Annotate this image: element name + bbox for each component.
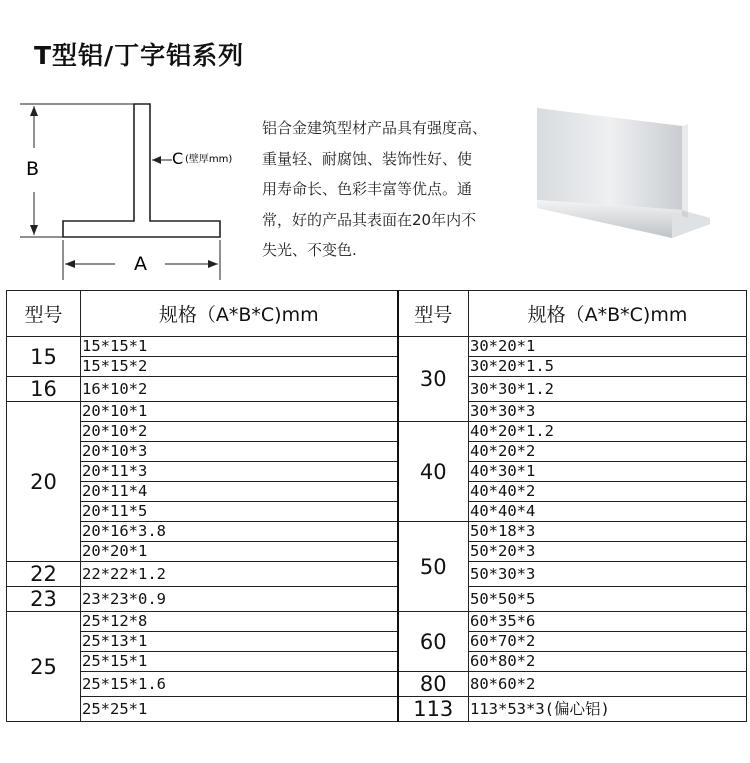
spec-cell: 23*23*0.9 [81,587,398,612]
table-row [7,377,747,402]
model-cell: 50 [398,522,469,612]
spec-cell: 20*10*2 [81,422,398,442]
table-row [7,482,747,502]
table-row [7,697,747,722]
table-row [7,357,747,377]
column-header-spec: 规格（A*B*C)mm [81,291,398,337]
t-profile-diagram [0,90,260,290]
table-row [7,632,747,652]
model-cell: 20 [7,402,81,562]
spec-cell: 20*10*1 [81,402,398,422]
spec-cell: 50*50*5 [469,587,747,612]
spec-cell: 20*11*4 [81,482,398,502]
spec-cell: 20*10*3 [81,442,398,462]
spec-cell: 20*16*3.8 [81,522,398,542]
spec-cell: 50*30*3 [469,562,747,587]
dim-label-b: B [26,158,40,180]
model-cell: 16 [7,377,81,402]
spec-cell: 50*18*3 [469,522,747,542]
table-row [7,587,747,612]
spec-cell: 15*15*1 [81,337,398,357]
table-row [7,422,747,442]
description-line: 用寿命长、色彩丰富等优点。通 [262,180,473,198]
dim-label-a: A [134,253,147,275]
spec-cell: 20*20*1 [81,542,398,562]
spec-cell: 16*10*2 [81,377,398,402]
column-header-model: 型号 [398,291,469,337]
table-row [7,462,747,482]
model-cell: 113 [398,697,469,722]
spec-cell: 25*25*1 [81,697,398,722]
model-cell: 30 [398,337,469,422]
spec-cell: 25*15*1.6 [81,672,398,697]
model-cell: 15 [7,337,81,377]
t-profile-photo [532,100,712,240]
spec-cell: 30*30*3 [469,402,747,422]
table-row [7,672,747,697]
spec-cell: 30*30*1.2 [469,377,747,402]
column-header-model: 型号 [7,291,81,337]
spec-cell: 22*22*1.2 [81,562,398,587]
dim-label-c-note: (壁厚mm) [185,154,233,165]
spec-cell: 20*11*3 [81,462,398,482]
table-row [7,542,747,562]
spec-cell: 40*30*1 [469,462,747,482]
dim-label-c: C [172,149,184,168]
table-row [7,442,747,462]
spec-cell: 40*40*4 [469,502,747,522]
description-line: 失光、不变色. [262,241,357,259]
spec-cell: 113*53*3(偏心铝) [469,697,747,722]
model-cell: 40 [398,422,469,522]
spec-cell: 40*20*1.2 [469,422,747,442]
model-cell: 22 [7,562,81,587]
spec-cell: 25*15*1 [81,652,398,672]
spec-cell: 15*15*2 [81,357,398,377]
spec-table [6,290,747,722]
table-row [7,402,747,422]
spec-cell: 30*20*1 [469,337,747,357]
spec-cell: 40*40*2 [469,482,747,502]
spec-cell: 25*12*8 [81,612,398,632]
table-row [7,337,747,357]
table-header-row [7,291,747,337]
model-cell: 25 [7,612,81,722]
spec-cell: 50*20*3 [469,542,747,562]
spec-cell: 25*13*1 [81,632,398,652]
model-cell: 23 [7,587,81,612]
spec-cell: 60*35*6 [469,612,747,632]
spec-cell: 60*80*2 [469,652,747,672]
table-row [7,522,747,542]
model-cell: 80 [398,672,469,697]
description-line: 铝合金建筑型材产品具有强度高、 [262,119,488,137]
page-title: T型铝/丁字铝系列 [34,41,245,70]
spec-cell: 20*11*5 [81,502,398,522]
table-row [7,612,747,632]
spec-cell: 40*20*2 [469,442,747,462]
spec-cell: 80*60*2 [469,672,747,697]
product-description [262,113,524,266]
spec-cell: 30*20*1.5 [469,357,747,377]
model-cell: 60 [398,612,469,672]
table-row [7,562,747,587]
description-line: 常，好的产品其表面在20年内不 [262,210,477,229]
description-line: 重量轻、耐腐蚀、装饰性好、使 [262,149,473,168]
spec-cell: 60*70*2 [469,632,747,652]
table-row [7,652,747,672]
column-header-spec: 规格（A*B*C)mm [469,291,747,337]
table-row [7,502,747,522]
